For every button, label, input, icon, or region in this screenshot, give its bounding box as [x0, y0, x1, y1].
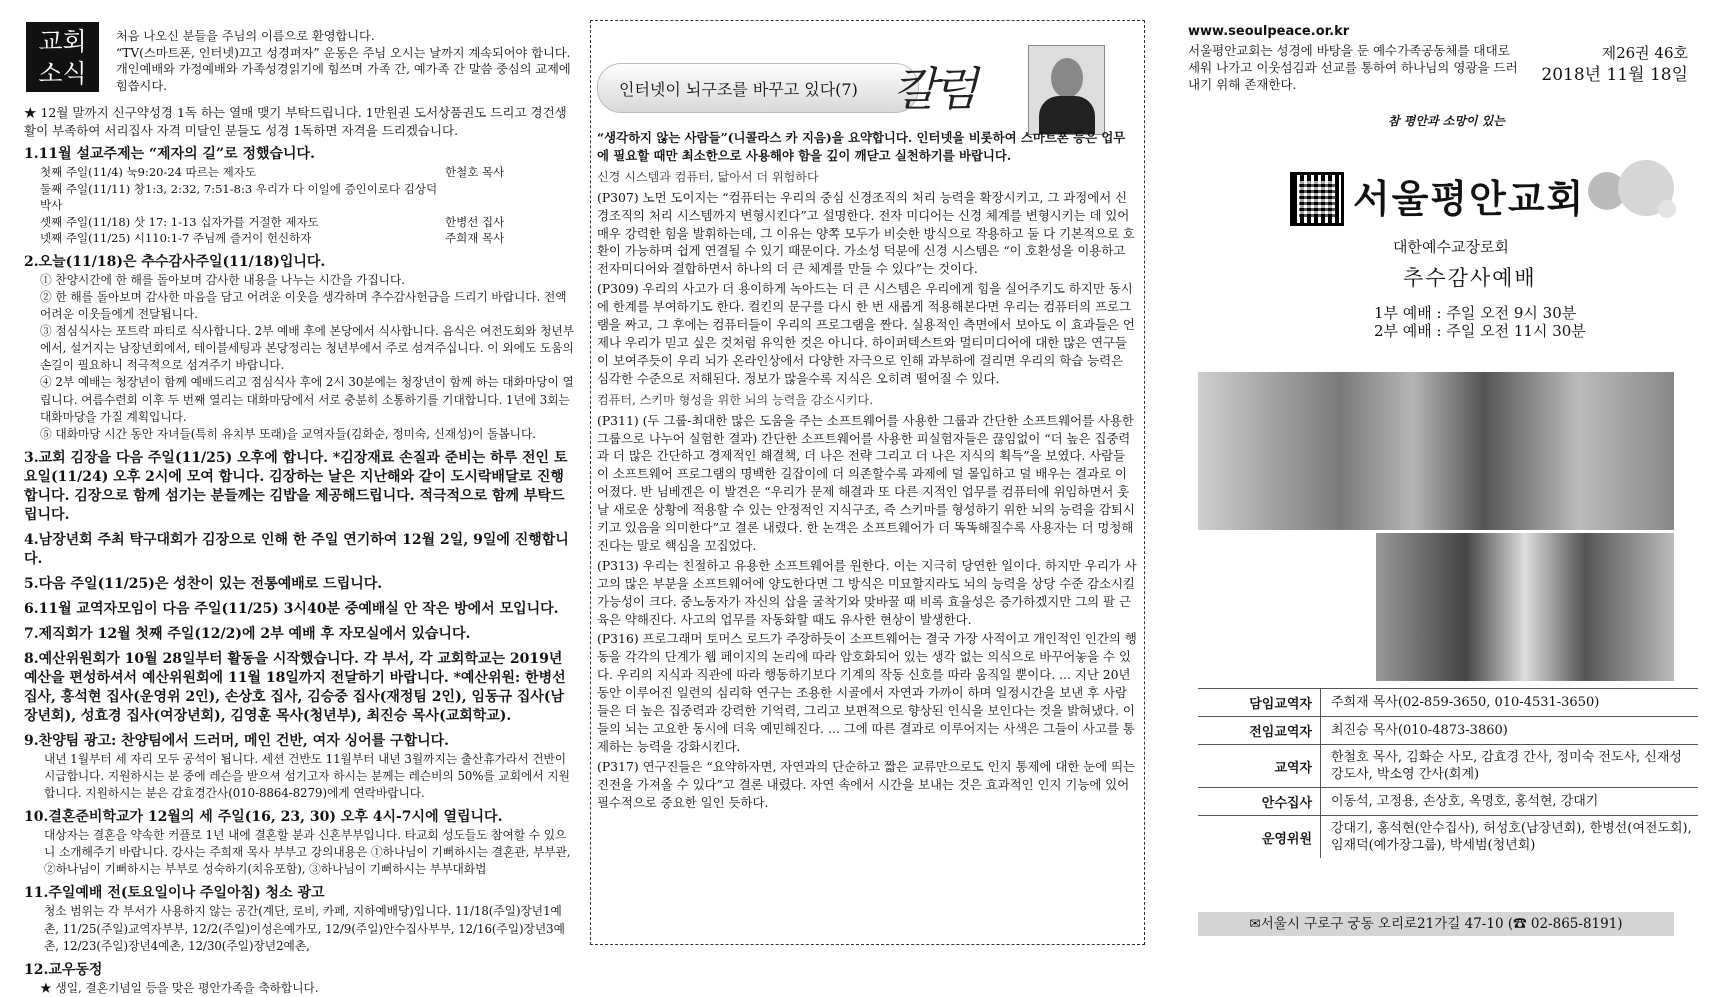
author-photo	[1028, 45, 1105, 135]
news-item-2-heading: 2.오늘(11/18)은 추수감사주일(11/18)입니다.	[24, 253, 326, 270]
news-item-2-line: ① 찬양시간에 한 해를 돌아보며 감사한 내용을 나누는 시간을 가집니다.	[40, 272, 405, 287]
news-item-2-line: ② 한 해를 돌아보며 감사한 마음을 담고 어려운 이웃을 생각하며 추수감사헌금을 드리기 바랍니다. 전액 어려운 이웃들에게 전달됩니다.	[40, 290, 567, 322]
denomination: 대한예수교장로회	[1393, 238, 1509, 256]
news-item-11-heading: 11.주일예배 전(토요일이나 주일아침) 청소 광고	[24, 885, 325, 902]
column-paragraph: (P317) 연구진들은 “요약하자면, 자연과의 단순하고 짧은 교류만으로도 인지 통제에 대한 눈에 띄는 진전을 가져올 수 있다”고 결론 내렸다. 자연 속에서 시간을 보내는 것은 효과적인 인지 기능에 있어 필수적으로 중요한 일인 듯하다.	[597, 758, 1136, 810]
news-item-6: 6.11월 교역자모임이 다음 주일(11/25) 3시40분 중예배실 안 작은 방에서 모입니다.	[24, 600, 559, 617]
author-face	[1051, 58, 1083, 98]
news-item-12-heading: 12.교우동정	[24, 961, 103, 978]
news-item-bible-reading: ★ 12월 말까지 신구약성경 1독 하는 열매 맺기 부탁드립니다. 1만원권 도서상품권도 드리고 경건생활이 부족하여 서리집사 자격 미달인 분들도 성경 1독하면 자격을 드리겠습니다.	[24, 105, 567, 138]
church-tagline: 참 평안과 소망이 있는	[1388, 114, 1505, 128]
column-paragraph: (P313) 우리는 친절하고 유용한 소프트웨어를 원한다. 이는 지극히 당연한 일이다. 하지만 우리가 사고의 많은 부분을 소프트웨어에 양도한다면 그 방식은 미묘할지라도 뇌의 능력을 상당 수준 감소시킬 가능성이 크다. 중노동자가 자신의 삽을 굴착기와 맞바꿀 때 비록 효율성은 증가하겠지만 그의 팔 근육은 약해진다. 사고의 업무를 자동화할 때도 유사한 현상이 발생한다.	[597, 557, 1137, 627]
church-news-column	[18, 0, 578, 995]
news-item-11-body: 청소 범위는 각 부서가 사용하지 않는 공간(계단, 로비, 카페, 지하예배당)입니다. 11/18(주일)장년1예촌, 11/25(주일)교역자부부, 12/2(주일)이성은예가모, 12/9(주일)안수집사부부, 12/16(주일)장년3예촌, 12/23(주일)장년4예촌, 12/30(주일)장년2예촌,	[44, 904, 565, 953]
issue-number: 제26권 46호	[1601, 44, 1688, 62]
church-mission: 서울평안교회는 성경에 바탕을 둔 예수가족공동체를 대대로 세워 나가고 이웃섬김과 선교를 통하여 하나님의 영광을 드러내기 위해 존재한다.	[1188, 43, 1518, 92]
news-item-2-line: ③ 점심식사는 포트락 파티로 식사합니다. 2부 예배 후에 본당에서 식사합니다. 음식은 여전도회와 청년부에서, 설거지는 남장년회에서, 테이블세팅과 본당정리는 청년부에서 주로 섬겨주십니다. 이 외에도 도움의 손길이 필요하니 적극적으로 섬겨주기 바랍니다.	[40, 324, 575, 373]
staff-row: 담임교역자 주희재 목사(02-859-3650, 010-4531-3650)	[1198, 689, 1698, 717]
news-item-10-heading: 10.결혼준비학교가 12월의 세 주일(16, 23, 30) 오후 4시-7시에 열립니다.	[24, 809, 503, 826]
issue-info	[1541, 42, 1688, 86]
column-section-title: 신경 시스템과 컴퓨터, 닮아서 더 위험하다	[597, 169, 819, 184]
column-paragraph: (P309) 우리의 사고가 더 용이하게 녹아드는 더 큰 시스템은 우리에게 힘을 실어주기도 하지만 동시에 한계를 부여하기도 한다. 컬킨의 문구를 다시 한 번 새롭게 적용해본다면 우리는 컴퓨터의 프로그램을 짜고, 그 후에는 컴퓨터들이 우리의 프로그램을 짠다. 실용적인 측면에서 보아도 이 효과들은 언제나 우리가 믿고 싶은 것처럼 유익한 것은 아니다. 하이퍼텍스트와 멀티미디어에 대한 많은 연구들이 보여주듯이 우리 뇌가 온라인상에서 다양한 자극으로 인해 과부하에 걸리면 우리의 학습 능력은 심각한 수준으로 저해된다. 정보가 많을수록 지식은 오히려 떨어질 수 있다.	[597, 281, 1135, 386]
column-body	[597, 129, 1137, 814]
column-intro: “생각하지 않는 사람들”(니콜라스 카 지음)을 요약합니다. 인터넷을 비롯하여 스마트폰 등은 업무에 필요할 때만 최소한으로 사용해야 함을 깊이 깨닫고 실천하기를 바랍니다.	[597, 130, 1126, 163]
news-item-10-body: 대상자는 결혼을 약속한 커플로 1년 내에 결혼할 분과 신혼부부입니다. 타교회 성도들도 참여할 수 있으니 소개해주기 바랍니다. 강사는 주희재 목사 부부고 강의내용은 ①하나님이 기뻐하시는 결혼관, 부부관, ②하나님이 기뻐하시는 부부로 성숙하기(치유포함), ③하나님이 기뻐하시는 부부대화법	[44, 828, 571, 877]
staff-table	[1198, 688, 1698, 858]
news-item-9-body: 내년 1월부터 세 자리 모두 공석이 됩니다. 세션 건반도 11월부터 내년 3월까지는 출산휴가라서 건반이 시급합니다. 지원하시는 분 중에 레슨을 받으셔 섬기고자 하시는 분께는 레슨비의 50%를 교회에서 지원합니다. 지원하시는 분은 감효경간사(010-8864-8279)에게 연락바랍니다.	[44, 751, 570, 801]
welcome-text: 처음 나오신 분들을 주님의 이름으로 환영합니다. “TV(스마트폰, 인터넷)끄고 성경펴자” 운동은 주님 오시는 날까지 계속되어야 합니다. 개인예배와 가정예배와 가족성경읽기에 힘쓰며 가족 간, 예가족 간 말씀 중심의 교제에 힘씁시다.	[116, 29, 571, 93]
sermon-row: 첫째 주일(11/4) 눅9:20-24 따르는 제자도 한철호 목사	[40, 165, 505, 180]
qr-code-icon	[1290, 172, 1344, 226]
column-article	[590, 20, 1145, 945]
issue-date: 2018년 11월 18일	[1541, 65, 1688, 85]
service-times: 1부 예배 : 주일 오전 9시 30분 2부 예배 : 주일 오전 11시 30분	[1374, 304, 1586, 340]
service-title: 추수감사예배	[1403, 266, 1537, 290]
website-url: www.seoulpeace.or.kr	[1188, 24, 1350, 39]
news-section-title: 교회 소식	[26, 22, 99, 92]
news-item-2-line: ⑤ 대화마당 시간 동안 자녀들(특히 유치부 또래)을 교역자들(김화순, 정미숙, 신재성)이 돌봅니다.	[40, 426, 536, 441]
column-heading: 칼럼	[893, 62, 974, 116]
news-item-2-line: ④ 2부 예배는 청장년이 함께 예배드리고 점심식사 후에 2시 30분에는 청장년이 함께 하는 대화마당이 열립니다. 여름수련회 이후 두 번째 열리는 대화마당에서 서로 충분히 소통하기를 기대합니다. 1년에 3회는 대화마당을 가질 계획입니다.	[40, 375, 574, 424]
church-address: ✉서울시 구로구 궁동 오리로21가길 47-10 (☎ 02-865-8191)	[1198, 912, 1674, 936]
staff-row: 전임교역자 최진승 목사(010-4873-3860)	[1198, 717, 1698, 745]
column-section-title: 컴퓨터, 스키마 형성을 위한 뇌의 능력을 감소시키다.	[597, 392, 874, 407]
sermon-row: 둘째 주일(11/11) 창1:3, 2:32, 7:51-8:3 우리가 다 이일에 증인이로다 김상덕 박사	[40, 181, 438, 213]
column-paragraph: (P316) 프로그래머 토머스 로드가 주장하듯이 소프트웨어는 결국 가장 사적이고 개인적인 인간의 행동을 각각의 단계가 웹 페이지의 논리에 따라 암호화되어 있는 생각 없는 의식으로 바꾸어놓을 수 있다. 우리의 지식과 직관에 따라 행동하기보다 기계의 작동 신호를 따라 움직일 뿐이다. ... 지난 20년 동안 이루어진 일련의 심리학 연구는 조용한 시골에서 자연과 가까이 하며 일정시간을 보낸 후 사람들은 더 높은 집중력과 강력한 기억력, 그리고 보편적으로 향상된 인식을 보인다는 것을 밝혀냈다. 이들의 뇌는 고요한 동시에 더욱 예민해진다. ... 그에 따른 결과로 이루어지는 사색은 그들이 사고를 통제하는 능력을 강화시킨다.	[597, 631, 1137, 754]
news-item-8: 8.예산위원회가 10월 28일부터 활동을 시작했습니다. 각 부서, 각 교회학교는 2019년 예산을 편성하셔서 예산위원회에 11월 18일까지 전달하기 바랍니다. *예산위원: 한병선 집사, 홍석현 집사(운영위 2인), 손상호 집사, 김승중 집사(재정팀 2인), 임동규 집사(남장년회), 성효경 집사(여장년회), 김영훈 목사(청년부), 최진승 목사(교회학교).	[24, 650, 566, 724]
column-subtitle: 인터넷이 뇌구조를 바꾸고 있다(7)	[619, 80, 858, 99]
news-item-3: 3.교회 김장을 다음 주일(11/25) 오후에 합니다. *김장재료 손질과 준비는 하루 전인 토요일(11/24) 오후 2시에 모여 합니다. 김장하는 날은 지난해와 같이 도시락배달로 진행합니다. 김장으로 함께 섬기는 분들께는 김밥을 제공해드립니다. 적극적으로 함께 부탁드립니다.	[24, 449, 568, 523]
news-item-1-heading: 1.11월 설교주제는 “제자의 길”로 정했습니다.	[24, 146, 315, 163]
news-items	[24, 104, 576, 997]
news-item-12-body: ★ 생일, 결혼기념일 등을 맞은 평안가족을 축하합니다.	[40, 980, 319, 995]
church-logo-name: 서울평안교회	[1353, 177, 1586, 221]
staff-row: 교역자 한철호 목사, 김화순 사모, 감효경 간사, 정미숙 전도사, 신재성 강도사, 박소영 간사(회계)	[1198, 745, 1698, 788]
staff-row: 안수집사 이동석, 고정용, 손상호, 옥명호, 홍석현, 강대기	[1198, 788, 1698, 816]
staff-row: 운영위원 강대기, 홍석현(안수집사), 허성호(남장년회), 한병선(여전도회), 임재덕(예가장그룹), 박세범(청년회)	[1198, 816, 1698, 859]
sermon-row: 넷째 주일(11/25) 시110:1-7 주님께 즐거이 헌신하자 주희재 목사	[40, 231, 505, 246]
decor-circle-icon	[1658, 200, 1676, 218]
news-item-4: 4.남장년회 주최 탁구대회가 김장으로 인해 한 주일 연기하여 12월 2일, 9일에 진행합니다.	[24, 531, 569, 567]
news-item-9-heading: 9.찬양팀 광고: 찬양팀에서 드러머, 메인 건반, 여자 싱어를 구합니다.	[24, 732, 450, 749]
news-item-7: 7.제직회가 12월 첫째 주일(12/2)에 2부 예배 후 자모실에서 있습니다.	[24, 625, 471, 642]
column-paragraph: (P311) (두 그룹-최대한 많은 도움을 주는 소프트웨어를 사용한 그룹과 간단한 소프트웨어를 사용한 그룹으로 나누어 실험한 결과) 간단한 소프트웨어를 사용한 피실험자들은 끊임없이 “더 높은 집중력과 더 많은 간단하고 경제적인 해결책, 더 나은 전략 그리고 더 나은 지식의 획득”을 보였다. 사람들이 소프트웨어 프로그램의 명백한 길잡이에 더 의존할수록 과제에 덜 몰입하고 덜 배우는 결과로 이어졌다. 반 님베겐은 이 발견은 “우리가 문제 해결과 또 다른 지적인 업무를 컴퓨터에 위임하면서 훗날 새로운 상황에 적용할 수 있는 안정적인 지식구조, 즉 스키마를 형성하기 위한 뇌의 능력을 감퇴시키고 있음을 의미한다”고 결론 내렸다. 한 논객은 소프트웨어가 더 똑똑해질수록 사용자는 더 멍청해진다는 말로 핵심을 꼬집었다.	[597, 412, 1135, 553]
news-item-5: 5.다음 주일(11/25)은 성찬이 있는 전통예배로 드립니다.	[24, 575, 383, 592]
children-praying-photo	[1376, 533, 1674, 681]
column-header	[593, 23, 1141, 133]
congregation-photo	[1198, 372, 1674, 530]
column-paragraph: (P307) 노먼 도이지는 “컴퓨터는 우리의 중심 신경조직의 처리 능력을 확장시키고, 그 과정에서 신경조직의 처리 시스템까지 변형시킨다”고 설명한다. 전자 미디어는 신경 체계를 변형시키는 데 있어 매우 강력한 힘을 발휘하는데, 그 이유는 양쪽 모두가 비슷한 방식으로 작용하고 둘 다 기본적으로 호환이 가능하며 쉽게 연결될 수 있기 때문이다. 가소성 덕분에 신경 시스템은 “이 호환성을 이용하고 전자미디어와 결합하면서 하나의 더 큰 체계를 만들 수 있다”는 것이다.	[597, 189, 1135, 277]
sermon-row: 셋째 주일(11/18) 삿 17: 1-13 십자가를 거절한 제자도 한병선 집사	[40, 214, 505, 229]
cover-page	[1188, 0, 1708, 959]
